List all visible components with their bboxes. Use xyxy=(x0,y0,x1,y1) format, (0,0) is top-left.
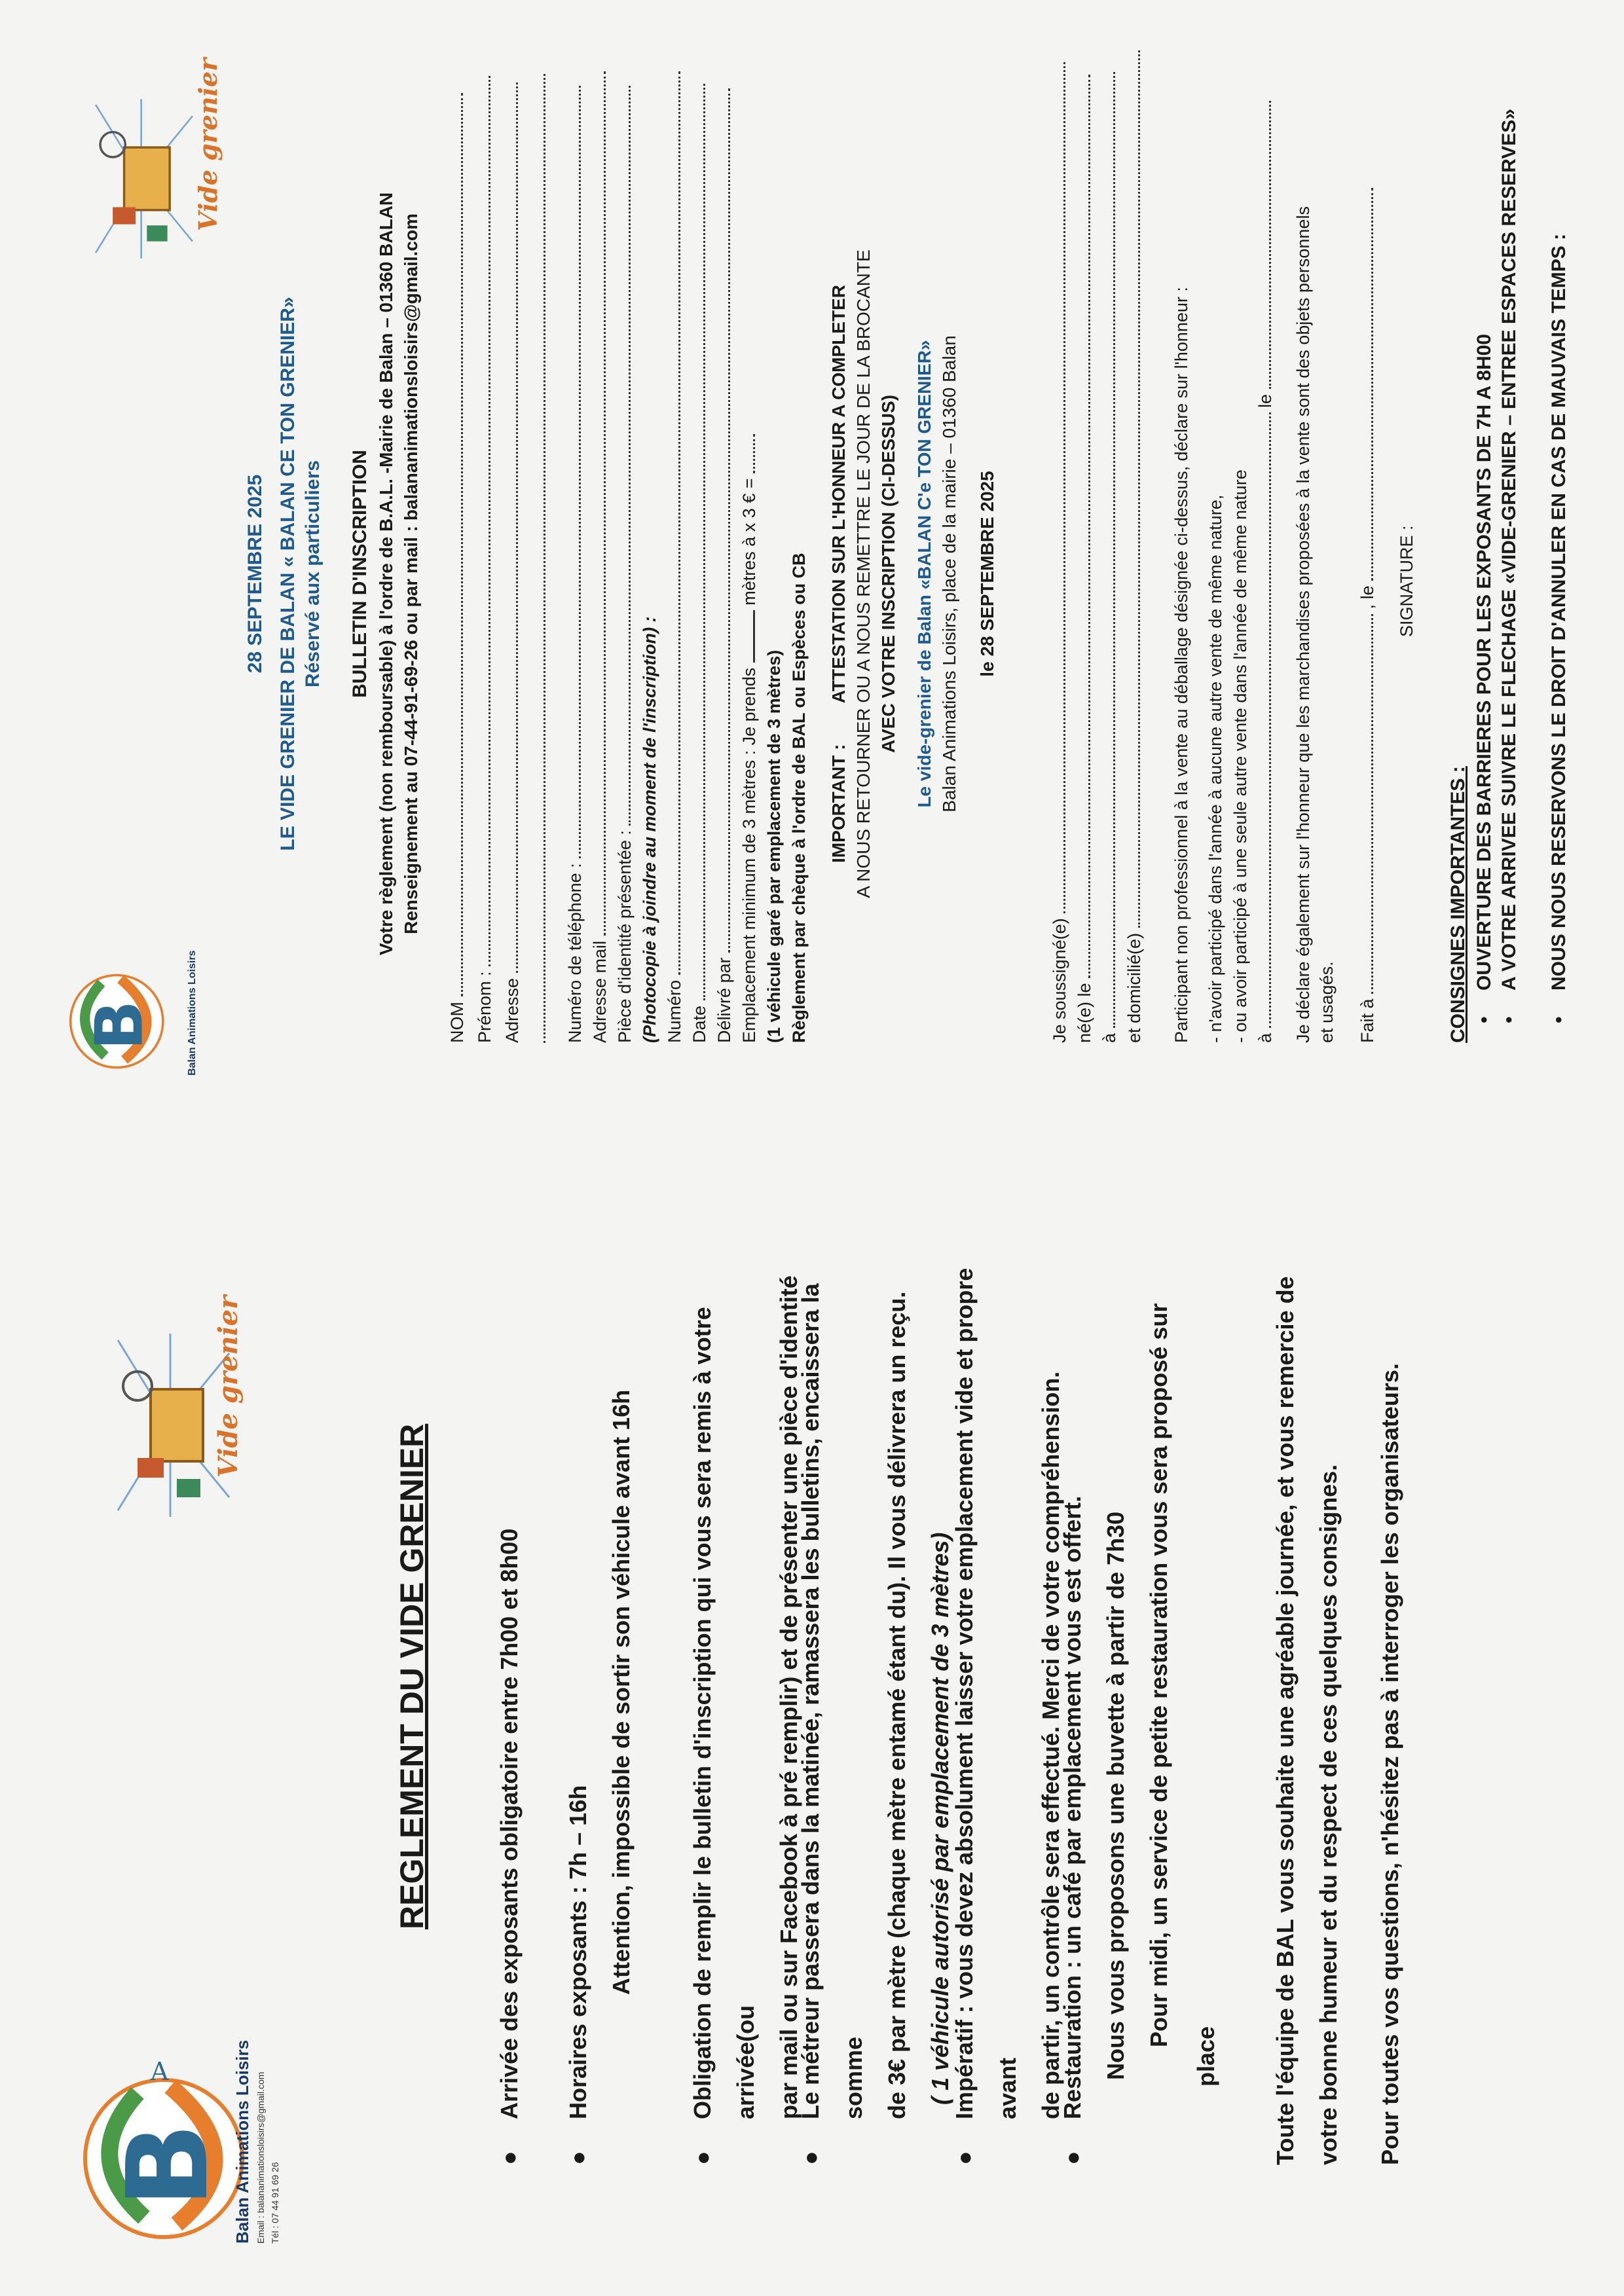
field-ne-le-line[interactable] xyxy=(1073,75,1090,978)
paiement-note: Règlement par chèque à l'ordre de BAL ou Espèces ou CB xyxy=(789,553,809,1043)
field-emplacement[interactable]: Emplacement minimum de 3 mètres : Je prends mètres à x 3 € = xyxy=(737,61,761,1043)
vg-name: Le vide-grenier de Balan «BALAN C'e TON GRENIER» xyxy=(914,340,934,808)
field-a-line[interactable] xyxy=(1098,72,1115,1028)
declaration-final-2: et usagés. xyxy=(1317,961,1337,1043)
bullet-icon: ● xyxy=(496,2151,523,2165)
declaration-text: Participant non professionnel à la vente au déballage désignée ci-dessus, déclare sur l'honneur : xyxy=(1172,287,1191,1043)
consigne-ouverture: • OUVERTURE DES BARRIERES POUR LES EXPOSANTS DE 7H A 8H00 xyxy=(1472,22,1497,991)
field-fait-a-line[interactable] xyxy=(1356,614,1373,994)
field-ne-le[interactable]: né(e) le xyxy=(1073,48,1096,1043)
renseignement-info: Renseignement au 07-44-91-69-26 ou par mail : balananimationsloisirs@gmail.com xyxy=(401,213,421,934)
event-date: 28 SEPTEMBRE 2025 xyxy=(244,474,266,674)
field-emplacement-total[interactable] xyxy=(737,434,755,473)
consignes-title: CONSIGNES IMPORTANTES : xyxy=(1447,766,1469,1043)
field-fait-le-line[interactable] xyxy=(1356,188,1373,581)
rule-arrivee: ● Arrivée des exposants obligatoire entre 7h00 et 8h00 xyxy=(488,1203,531,2119)
field-numero-line[interactable] xyxy=(663,71,680,975)
vide-grenier-logo-right xyxy=(79,58,223,270)
signature-label: SIGNATURE : xyxy=(1397,525,1416,637)
field-adresse[interactable]: Adresse xyxy=(500,61,524,1043)
bulletin-title: BULLETIN D'INSCRIPTION xyxy=(349,450,371,698)
declaration-2: - ou avoir participé à une seule autre vente dans l'année de même nature xyxy=(1230,469,1250,1043)
field-date-line[interactable] xyxy=(688,84,705,1000)
event-subtitle: Réservé aux particuliers xyxy=(302,460,323,687)
field-domicilie-line[interactable] xyxy=(1122,50,1140,928)
closing-message: Toute l'équipe de BAL vous souhaite une agréable journée, et vous remercie de votre bonne humeur et du respect de ces quelques consignes. xyxy=(1272,1276,1342,2165)
bullet-icon: ● xyxy=(689,2151,716,2165)
field-adresse-2-line[interactable] xyxy=(528,74,545,1043)
vide-grenier-right-text: Vide grenier xyxy=(193,58,223,231)
field-prenom[interactable]: Prénom : xyxy=(473,61,496,1043)
field-emplacement-metres[interactable] xyxy=(737,610,755,663)
field-fait-a[interactable]: Fait à , le xyxy=(1356,48,1379,1043)
consigne-flechage: • A VOTRE ARRIVEE SUIVRE LE FLECHAGE «VIDE-GRENIER – ENTREE ESPACES RESERVES» xyxy=(1497,22,1522,991)
field-piece-identite-line[interactable] xyxy=(613,86,631,826)
field-domicilie[interactable]: et domicilié(e) xyxy=(1122,48,1146,1043)
bullet-icon: • xyxy=(1473,1016,1495,1023)
rules-title: REGLEMENT DU VIDE GRENIER xyxy=(394,1423,430,1929)
field-telephone[interactable]: Numéro de téléphone : xyxy=(563,61,587,1043)
important-block: IMPORTANT : ATTESTATION SUR L'HONNEUR A COMPLETER A NOUS RETOURNER OU A NOUS REMETTRE LE JOUR DE LA BROCANTE AVEC VOTRE INSCRIPTION (CI-DESSUS) xyxy=(828,249,898,898)
declaration-1: - n'avoir participé dans l'année à aucune autre vente de même nature, xyxy=(1206,494,1225,1043)
bullet-icon: ● xyxy=(1059,2151,1086,2165)
bal-logo-tel: Tél : 07 44 91 69 26 xyxy=(270,2162,280,2244)
rule-imperatif: ● Impératif : vous devez absolument laisser votre emplacement vide et propre avant de partir, un contrôle sera effectué. Merci de votre compréhension. xyxy=(943,1203,1073,2119)
rule-metreur: ● Le métreur passera dans la matinée, ramassera les bulletins, encaissera la somme de 3€ par mètre (chaque mètre entamé étant du). Il vous délivrera un reçu. ( 1 véhicule autorisé par emplacement de 3 mètres) xyxy=(789,1203,962,2119)
svg-text:A: A xyxy=(151,2057,169,2086)
vide-grenier-logo-text: Vide grenier xyxy=(213,1295,244,1478)
field-adresse-2[interactable] xyxy=(528,61,551,1043)
field-soussigne-line[interactable] xyxy=(1048,62,1065,913)
vide-grenier-logo xyxy=(98,1295,249,1523)
field-delivre-par-line[interactable] xyxy=(712,88,730,953)
event-title: LE VIDE GRENIER DE BALAN « BALAN CE TON GRENIER» xyxy=(277,297,299,851)
field-numero[interactable]: Numéro xyxy=(663,61,686,1043)
bullet-icon: ● xyxy=(951,2151,978,2165)
bal-logo-small-brand: Balan Animations Loisirs xyxy=(187,950,198,1076)
field-prenom-line[interactable] xyxy=(473,76,490,966)
declaration-3[interactable]: à le xyxy=(1253,48,1277,1043)
field-nom[interactable]: NOM xyxy=(445,61,469,1043)
bal-logo-icon xyxy=(65,1969,288,2244)
bullet-icon: ● xyxy=(564,2151,591,2165)
bal-logo xyxy=(65,1969,288,2244)
bullet-icon: • xyxy=(1548,1016,1570,1023)
field-nom-line[interactable] xyxy=(445,93,463,996)
bal-logo-small xyxy=(59,905,203,1076)
bullet-icon: • xyxy=(1498,1016,1520,1023)
svg-text:B: B xyxy=(81,1000,158,1051)
reglement-info: Votre règlement (non remboursable) à l'ordre de B.A.L. -Mairie de Balan – 01360 BALAN xyxy=(376,192,396,956)
photocopie-note: (Photocopie à joindre au moment de l'inscription) : xyxy=(640,616,659,1043)
declaration-final: Je déclare également sur l'honneur que les marchandises proposées à la vente sont des objets personnels xyxy=(1293,206,1313,1043)
field-adresse-line[interactable] xyxy=(500,82,518,973)
consigne-annulation: • NOUS NOUS RESERVONS LE DROIT D'ANNULER EN CAS DE MAUVAIS TEMPS : xyxy=(1547,22,1572,991)
field-soussigne[interactable]: Je soussigné(e) xyxy=(1048,48,1071,1043)
bal-logo-email: Email : balananimationsloisirs@gmail.com xyxy=(255,2071,266,2244)
field-mail-line[interactable] xyxy=(588,71,606,936)
declaration-date-line[interactable] xyxy=(1253,101,1271,389)
vehicule-note: (1 véhicule garé par emplacement de 3 mètres) xyxy=(764,649,784,1043)
field-delivre-par[interactable]: Délivré par xyxy=(712,61,736,1043)
rule-horaires: ● Horaires exposants : 7h – 16h Attention, impossible de sortir son véhicule avant 16h xyxy=(557,1203,643,2119)
rule-restauration: ● Restauration : un café par emplacement vous est offert. Nous vous proposons une buvette à partir de 7h30 Pour midi, un service de petite restauration vous sera proposé sur place xyxy=(1051,1203,1228,2119)
vide-grenier-right-icon xyxy=(79,87,210,270)
bullet-icon: ● xyxy=(797,2151,824,2165)
field-telephone-line[interactable] xyxy=(563,86,581,858)
field-a[interactable]: à xyxy=(1098,48,1121,1043)
declaration-lieu-line[interactable] xyxy=(1253,412,1271,1028)
field-date[interactable]: Date xyxy=(688,61,711,1043)
rule-bulletin: ● Obligation de remplir le bulletin d'inscription qui vous sera remis à votre arrivée(ou par mail ou sur Facebook à pré remplir) et de présenter une pièce d'identité xyxy=(681,1203,811,2119)
vg-address: Balan Animations Loisirs, place de la mairie – 01360 Balan xyxy=(939,335,959,812)
questions-message: Pour toutes vos questions, n'hésitez pas à interroger les organisateurs. xyxy=(1376,1363,1403,2165)
vg-date: le 28 SEPTEMBRE 2025 xyxy=(977,471,997,677)
field-piece-identite[interactable]: Pièce d'identité présentée : xyxy=(613,61,637,1043)
bal-logo-brand: Balan Animations Loisirs xyxy=(232,2039,252,2244)
bal-logo-small-icon xyxy=(59,905,190,1076)
reglement-page xyxy=(0,1148,1624,2296)
svg-text:B: B xyxy=(103,2123,233,2208)
field-mail[interactable]: Adresse mail xyxy=(588,61,612,1043)
